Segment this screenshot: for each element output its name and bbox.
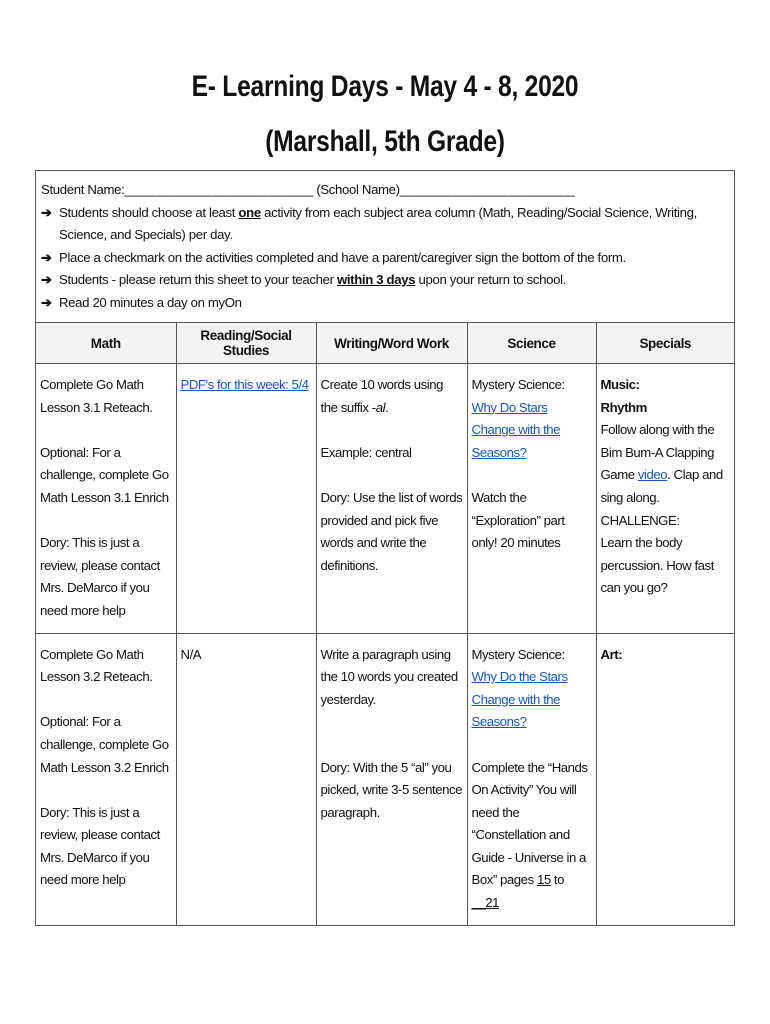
header-reading: Reading/Social Studies xyxy=(176,323,316,364)
arrow-icon: ➔ xyxy=(41,249,52,265)
science-video-link[interactable]: Why Do the Stars Change with the Seasons? xyxy=(471,669,568,730)
instructions-box xyxy=(36,171,734,323)
header-math: Math xyxy=(36,323,176,364)
arrow-icon: ➔ xyxy=(41,272,52,287)
instruction-bullet: ➔ Read 20 minutes a day on myOn xyxy=(41,292,728,315)
specials-cell: Music: Rhythm Follow along with the Bim Bum-A Clapping Game video. Clap and sing along. CHALLENGE: Learn the body percussion. How fast can you go? xyxy=(596,364,734,634)
table-header-row xyxy=(36,323,734,364)
activity-sheet xyxy=(35,170,735,926)
science-cell: Mystery Science: Why Do the Stars Change with the Seasons? Complete the “Hands On Activity” You will need the “Constellation and Guide - Universe in a Box” pages 15 to __21 xyxy=(467,633,596,925)
header-writing: Writing/Word Work xyxy=(316,323,467,364)
table-row xyxy=(36,633,734,925)
header-specials: Specials xyxy=(596,323,734,364)
school-name-field[interactable]: _________________________ xyxy=(399,182,575,197)
page-title: E- Learning Days - May 4 - 8, 2020 xyxy=(191,70,579,103)
pdf-link[interactable]: PDF's for this week: 5/4 xyxy=(180,377,309,392)
student-name-label: Student Name: xyxy=(41,182,125,197)
writing-cell: Create 10 words using the suffix -al. Example: central Dory: Use the list of words provided and pick five words and write the definitions. xyxy=(316,364,467,634)
math-cell: Complete Go Math Lesson 3.1 Reteach. Optional: For a challenge, complete Go Math Lesson 3.1 Enrich Dory: This is just a review, please contact Mrs. DeMarco if you need more help xyxy=(36,364,176,634)
arrow-icon: ➔ xyxy=(41,204,52,220)
writing-cell: Write a paragraph using the 10 words you created yesterday. Dory: With the 5 “al” you picked, write 3-5 sentence paragraph. xyxy=(316,633,467,925)
instruction-bullet: ➔ Place a checkmark on the activities completed and have a parent/caregiver sign the bottom of the form. xyxy=(41,247,728,270)
table-row xyxy=(36,364,734,634)
music-video-link[interactable]: video xyxy=(637,467,668,483)
specials-cell: Art: xyxy=(600,646,623,662)
school-name-label: (School Name) xyxy=(313,182,400,197)
instruction-bullet: ➔ Students should choose at least one activity from each subject area column (Math, Reading/Social Science, Writing, Science, and Specials) per day. xyxy=(41,202,728,247)
science-video-link[interactable]: Why Do Stars Change with the Seasons? xyxy=(471,399,561,460)
arrow-icon: ➔ xyxy=(41,294,52,310)
science-cell: Mystery Science: Why Do Stars Change with the Seasons? Watch the “Exploration” part only! 20 minutes xyxy=(467,364,596,634)
name-line xyxy=(41,179,728,202)
student-name-field[interactable]: ___________________________ xyxy=(124,182,313,197)
activity-table xyxy=(36,323,734,925)
reading-cell xyxy=(176,364,316,634)
page-subtitle: (Marshall, 5th Grade) xyxy=(265,125,505,158)
header-science: Science xyxy=(467,323,596,364)
math-cell: Complete Go Math Lesson 3.2 Reteach. Optional: For a challenge, complete Go Math Lesson 3.2 Enrich Dory: This is just a review, please contact Mrs. DeMarco if you need more help xyxy=(36,633,176,925)
instruction-bullet: ➔ Students - please return this sheet to your teacher within 3 days upon your return to school. xyxy=(41,269,728,292)
reading-cell: N/A xyxy=(176,633,316,925)
